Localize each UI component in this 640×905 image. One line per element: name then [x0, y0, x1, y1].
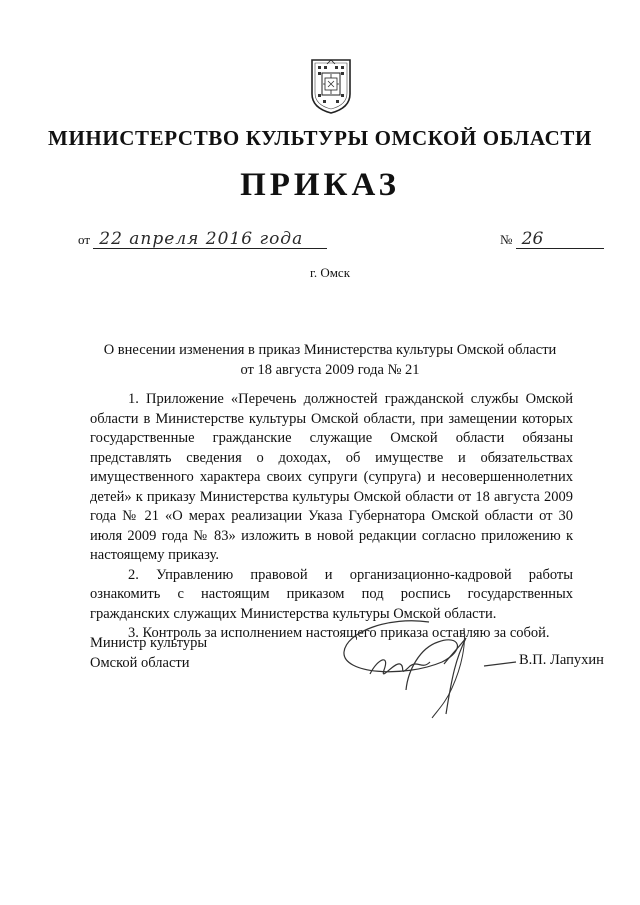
paragraph-2: 2. Управлению правовой и организационно-кадровой работы ознакомить с настоящим приказом под роспись государственных гражданских служащих Министерства культуры Омской области.: [90, 566, 573, 622]
handwritten-number: 26: [516, 230, 604, 249]
ministry-title: МИНИСТЕРСТВО КУЛЬТУРЫ ОМСКОЙ ОБЛАСТИ: [48, 126, 592, 150]
date-prefix: от: [78, 232, 91, 247]
paragraph-1: 1. Приложение «Перечень должностей гражданской службы Омской области в Министерстве культуры Омской области, при замещении которых государственные гражданские служащие Омской области обязаны представлять сведения о доходах, об имуществе и обязательствах имущественного характера своих супруги (супруга) и несовершеннолетних детей» к приказу Министерства культуры Омской области от 18 августа 2009 года № 21 «О мерах реализации Указа Губернатора Омской области от 30 июля 2009 года № 83» изложить в новой редакции согласно приложению к настоящему приказу.: [90, 391, 573, 563]
signature-icon: [334, 614, 524, 724]
number-prefix: №: [500, 232, 513, 247]
signer-title-line-2: Омской области: [90, 655, 190, 671]
subject-line-2: от 18 августа 2009 года № 21: [240, 362, 420, 378]
order-body: [90, 390, 573, 644]
subject-line-1: О внесении изменения в приказ Министерства культуры Омской области: [103, 342, 557, 358]
paragraph-3: 3. Контроль за исполнением настоящего приказа оставляю за собой.: [128, 625, 550, 641]
order-date: [78, 230, 327, 249]
document-type-title: ПРИКАЗ: [240, 167, 400, 203]
order-subject: [95, 340, 565, 380]
signer-name: В.П. Лапухин: [519, 652, 604, 668]
order-number: [500, 230, 604, 249]
signer-title-line-1: Министр культуры: [90, 635, 208, 651]
signer-title: [90, 633, 207, 673]
handwritten-date: 22 апреля 2016 года: [93, 230, 327, 249]
city-label: г. Омск: [309, 265, 351, 280]
coat-of-arms-icon: [309, 58, 353, 114]
